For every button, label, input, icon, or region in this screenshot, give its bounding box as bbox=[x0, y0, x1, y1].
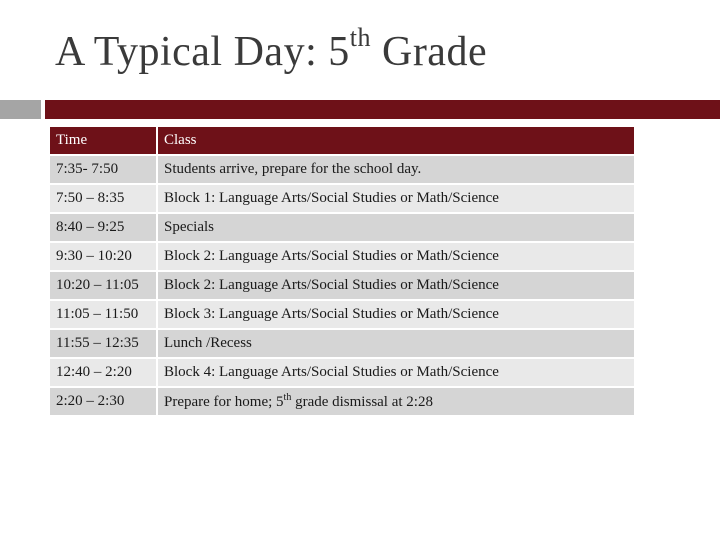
decorative-gray-bar bbox=[0, 100, 41, 119]
title-tail: Grade bbox=[370, 29, 488, 75]
time-cell: 12:40 – 2:20 bbox=[50, 359, 156, 386]
table-row bbox=[50, 388, 634, 415]
time-cell: 2:20 – 2:30 bbox=[50, 388, 156, 415]
table-row bbox=[50, 301, 634, 328]
table-row bbox=[50, 185, 634, 212]
table-header-row bbox=[50, 127, 634, 154]
header-time: Time bbox=[50, 127, 156, 154]
class-cell: Block 3: Language Arts/Social Studies or Math/Science bbox=[158, 301, 634, 328]
class-cell: Block 2: Language Arts/Social Studies or Math/Science bbox=[158, 243, 634, 270]
class-cell: Block 4: Language Arts/Social Studies or Math/Science bbox=[158, 359, 634, 386]
title-superscript: th bbox=[349, 23, 371, 52]
table-row bbox=[50, 359, 634, 386]
class-cell: Specials bbox=[158, 214, 634, 241]
time-cell: 9:30 – 10:20 bbox=[50, 243, 156, 270]
table-row bbox=[50, 156, 634, 183]
table-row bbox=[50, 243, 634, 270]
time-cell: 10:20 – 11:05 bbox=[50, 272, 156, 299]
page-title bbox=[55, 23, 488, 76]
title-text: A Typical Day: 5 bbox=[55, 29, 350, 75]
header-class: Class bbox=[158, 127, 634, 154]
time-cell: 7:35- 7:50 bbox=[50, 156, 156, 183]
class-cell: Block 1: Language Arts/Social Studies or Math/Science bbox=[158, 185, 634, 212]
decorative-accent-bar bbox=[45, 100, 720, 119]
class-text: Prepare for home; 5 bbox=[164, 394, 284, 410]
class-cell: Students arrive, prepare for the school day. bbox=[158, 156, 634, 183]
class-superscript: th bbox=[283, 392, 292, 403]
table-row bbox=[50, 214, 634, 241]
time-cell: 11:55 – 12:35 bbox=[50, 330, 156, 357]
table-row bbox=[50, 272, 634, 299]
class-cell bbox=[158, 388, 634, 415]
time-cell: 8:40 – 9:25 bbox=[50, 214, 156, 241]
time-cell: 11:05 – 11:50 bbox=[50, 301, 156, 328]
class-cell: Block 2: Language Arts/Social Studies or Math/Science bbox=[158, 272, 634, 299]
class-cell: Lunch /Recess bbox=[158, 330, 634, 357]
time-cell: 7:50 – 8:35 bbox=[50, 185, 156, 212]
class-text-tail: grade dismissal at 2:28 bbox=[291, 394, 433, 410]
table-row bbox=[50, 330, 634, 357]
schedule-table bbox=[48, 125, 636, 417]
